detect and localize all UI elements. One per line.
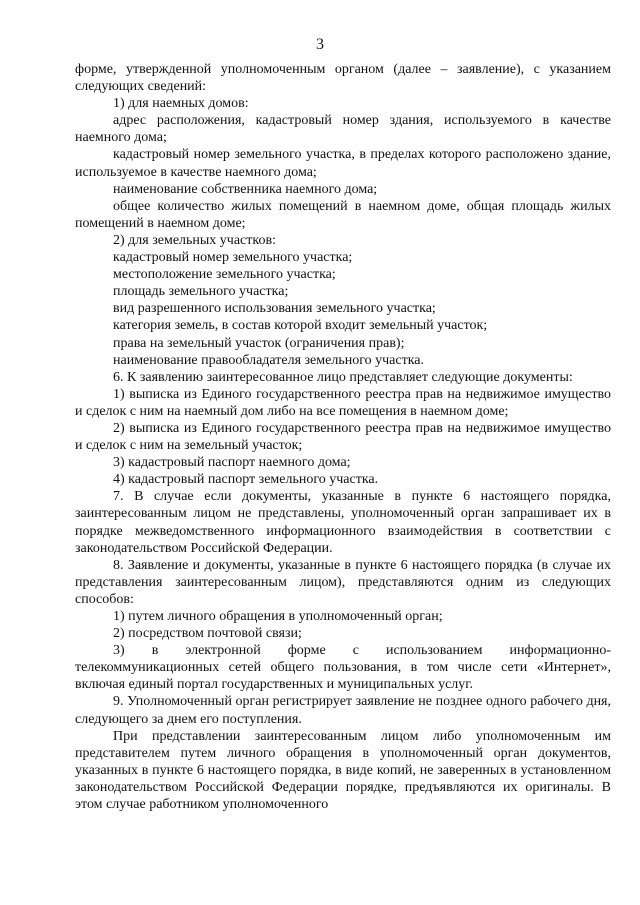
- paragraph: площадь земельного участка;: [113, 284, 289, 300]
- paragraph: наименование правообладателя земельного участка.: [113, 352, 424, 368]
- paragraph: 7. В случае если документы, указанные в пункте 6 настоящего порядка, заинтересованным лицом не представлены, уполномоченный орган запрашивает их в порядке межведомственного информационного взаимодействия в соответствии с законодательством Российской Федерации.: [75, 489, 611, 556]
- paragraph: адрес расположения, кадастровый номер здания, используемого в качестве наемного дома;: [75, 113, 611, 146]
- paragraph: форме, утвержденной уполномоченным органом (далее – заявление), с указанием следующих сведений:: [75, 62, 611, 95]
- paragraph: кадастровый номер земельного участка;: [113, 250, 353, 266]
- paragraph: общее количество жилых помещений в наемном доме, общая площадь жилых помещений в наемном доме;: [75, 198, 611, 231]
- paragraph: категория земель, в состав которой входит земельный участок;: [113, 318, 488, 334]
- paragraph: 4) кадастровый паспорт земельного участка.: [113, 472, 379, 488]
- paragraph: 2) для земельных участков:: [113, 232, 276, 248]
- paragraph: 6. К заявлению заинтересованное лицо представляет следующие документы:: [113, 369, 573, 385]
- paragraph: 3) в электронной форме с использованием информационно-телекоммуникационных сетей общего пользования, в том числе сети «Интернет», включая единый портал государственных и муниципальных услуг.: [75, 643, 611, 693]
- paragraph: права на земельный участок (ограничения прав);: [113, 335, 405, 351]
- paragraph: 9. Уполномоченный орган регистрирует заявление не позднее одного рабочего дня, следующего за днем его поступления.: [75, 694, 611, 727]
- paragraph: При представлении заинтересованным лицом либо уполномоченным им представителем путем личного обращения в уполномоченный орган документов, указанных в пункте 6 настоящего порядка, в виде копий, не заверенных в установленном законодательством Российской Федерации порядке, предъявляются их оригиналы. В этом случае работником уполномоченного: [75, 728, 611, 813]
- document-body: [75, 61, 611, 813]
- paragraph: 1) путем личного обращения в уполномоченный орган;: [113, 609, 443, 624]
- page-number: 3: [316, 36, 324, 53]
- paragraph: 1) выписка из Единого государственного реестра прав на недвижимое имущество и сделок с ним на наемный дом либо на все помещения в наемном доме;: [75, 386, 611, 419]
- paragraph: 8. Заявление и документы, указанные в пункте 6 настоящего порядка (в случае их представления заинтересованным лицом), представляются одним из следующих способов:: [75, 557, 611, 607]
- paragraph: вид разрешенного использования земельного участка;: [113, 301, 436, 317]
- paragraph: 1) для наемных домов:: [113, 96, 249, 112]
- paragraph: наименование собственника наемного дома;: [113, 181, 378, 197]
- paragraph: кадастровый номер земельного участка, в пределах которого расположено здание, используемое в качестве наемного дома;: [75, 147, 611, 180]
- paragraph: 2) посредством почтовой связи;: [113, 626, 302, 642]
- paragraph: 3) кадастровый паспорт наемного дома;: [113, 455, 351, 471]
- paragraph: 2) выписка из Единого государственного реестра прав на недвижимое имущество и сделок с ним на земельный участок;: [75, 420, 611, 454]
- paragraph: местоположение земельного участка;: [113, 267, 336, 283]
